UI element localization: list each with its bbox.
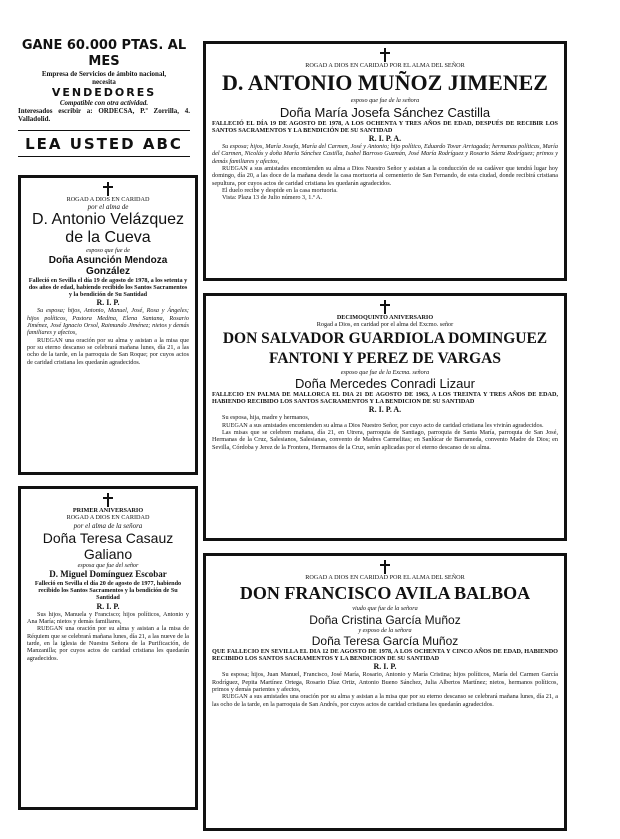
ruegan-text: RUEGAN a sus amistades una oración por su alma y asistan a la misa que por su eterno descanso se celebrará mañana lunes, día 21, a las ocho de la tarde, en la parroquia de San Andrés, por cuyos actos de caridad cristiana les quedarán agradecidos.	[212, 693, 558, 708]
death-details: Falleció en Sevilla el día 19 de agosto de 1978, a los setenta y dos años de edad, habiendo recibido los Santos Sacramentos y la bendición de Su Santidad	[28, 276, 188, 299]
rip-label: R. I. P.	[373, 662, 397, 672]
job-advertisement	[18, 38, 190, 123]
anniversary-label: DECIMOQUINTO ANIVERSARIO	[336, 314, 434, 321]
rogad-text: Rogad a Dios, en caridad por el alma del Excmo. señor	[316, 321, 454, 329]
ruegan-text: RUEGAN una oración por su alma y asistan a la misa de Réquiem que se celebrará mañana lunes, día 21, a las nueve de la tarde, en la iglesia de Nuestra Señora de la Purificación, de Manzanilla; por cuyos actos de caridad cristiana les quedarán agradecidos.	[27, 625, 189, 662]
death-details: FALLECIÓ EL DÍA 19 DE AGOSTO DE 1978, A LOS OCHENTA Y TRES AÑOS DE EDAD, DESPUÉS DE RECIBIR LOS SANTOS SACRAMENTOS Y LA BENDICIÓN DE SU SANTIDAD	[212, 119, 558, 134]
cross-icon	[378, 48, 392, 62]
address-text: Vista: Plaza 13 de Julio número 3, 1.º A.	[222, 194, 323, 202]
viudo-text: viudo que fue de la señora	[352, 605, 418, 613]
ad-headline: GANE 60.000 PTAS. AL MES	[21, 38, 187, 69]
deceased-name-line1: DON SALVADOR GUARDIOLA DOMINGUEZ	[222, 329, 548, 347]
death-details: Falleció en Sevilla el día 20 de agosto de 1977, habiendo recibido los Santos Sacramentos y la bendición de Su Santidad	[34, 579, 182, 602]
rogad-text: ROGAD A DIOS EN CARIDAD POR EL ALMA DEL SEÑOR	[305, 62, 465, 69]
por-text: por el alma de la señora	[73, 521, 143, 530]
family-list: Su esposa; hijos, María Josefa, María del Carmen, José y Antonio; hijo político, Eduardo Tovar Arriagada; hermanas políticas, María del Carmen, Nicolás y doña María Sánchez Castilla, Isabel Barroso Guzmán, José María Rodríguez y Rosario Sáenz Rodríguez; primos y demás familiares y afectos,	[212, 143, 558, 165]
obituary-munoz	[203, 41, 567, 281]
cross-icon	[101, 493, 115, 507]
esposo-text: esposo que fue de la señora	[350, 97, 420, 105]
obituary-avila	[203, 553, 567, 831]
rip-label: R. I. P.	[96, 298, 120, 308]
divider	[18, 130, 190, 131]
ruegan-text: RUEGAN a sus amistades encomienden su alma a Dios Nuestro Señor, por cuyo acto de caridad cristiana les vivirán agradecidos.	[222, 421, 544, 429]
obituary-casauz	[18, 486, 198, 810]
deceased-name: DON FRANCISCO AVILA BALBOA	[239, 583, 531, 604]
spouse-name: D. Miguel Domínguez Escobar	[49, 568, 167, 579]
spouse-name: Doña Mercedes Conradi Lizaur	[295, 375, 475, 391]
esposo-text: y esposo de la señora	[358, 626, 412, 634]
deceased-name: Doña Teresa Casauz Galiano	[42, 529, 174, 562]
family-list: Su esposa, hija, madre y hermanos,	[222, 414, 310, 422]
obituary-guardiola	[203, 293, 567, 541]
por-text: por el alma de	[87, 203, 129, 212]
death-details: QUE FALLECIO EN SEVILLA EL DIA 12 DE AGOSTO DE 1978, A LOS OCHENTA Y CINCO AÑOS DE EDAD, HABIENDO RECIBIDO LOS SANTOS SACRAMENTOS Y LA BENDICION DE SU SANTIDAD	[212, 647, 558, 663]
rip-label: R. I. P. A.	[368, 134, 402, 144]
deceased-name-line2: FANTONI Y PEREZ DE VARGAS	[269, 349, 501, 367]
deceased-name: D. ANTONIO MUÑOZ JIMENEZ	[222, 70, 548, 96]
spouse-name: Doña María Josefa Sánchez Castilla	[279, 104, 491, 120]
family-list: Su esposa; hijos, Antonio, Manuel, José, Rosa y Ángeles; hijos políticos, Pastora Medina, Elena Santana, Rosario Jiménez, José Ignacio Orsol, Raimundo Jiménez; nietos y demás familiares y afectos,	[27, 307, 189, 337]
divider	[18, 156, 190, 157]
ad-line2: necesita	[92, 78, 116, 86]
anniversary-label: PRIMER ANIVERSARIO	[72, 507, 144, 514]
rogad-text: ROGAD A DIOS EN CARIDAD POR EL ALMA DEL SEÑOR	[305, 574, 465, 581]
death-details: FALLECIO EN PALMA DE MALLORCA EL DIA 21 DE AGOSTO DE 1963, A LOS TREINTA Y TRES AÑOS DE EDAD, HABIENDO RECIBIDO LOS SANTOS SACRAMENTOS Y LA BENDICION DE SU SANTIDAD	[212, 390, 558, 406]
banner-lea-usted-abc: LEA USTED ABC	[25, 135, 183, 153]
misas-text: Las misas que se celebren mañana, día 21, en Utrera, parroquia de Santiago, parroquia de Santa María, parroquia de San José, Hermanas de la Cruz, Salesianos, Salesianas, convento de Madres Carmelitas; en Sanlúcar de Barrameda, convento Madre de Dios; en Sevilla, Córdoba y Jerez de la Frontera, Hermanos de la Cruz, serán aplicadas por el eterno descanso de su alma.	[212, 429, 558, 451]
esposa-text: esposa que fue del señor	[77, 561, 139, 569]
ad-vendedores: VENDEDORES	[51, 86, 157, 99]
family-list: Sus hijos, Manuela y Francisco; hijos políticos, Antonio y Ana María; nietos y demás familiares,	[27, 610, 189, 626]
family-list: Su esposa; hijos, Juan Manuel, Francisco, José María, Rosario, Antonio y María Cristina; hijos políticos, María del Carmen García Rodríguez, Pepita Martínez Ortega, Rosario Díaz Ortiz, Antonio Bueno Sánchez, Julia Albertos Martínez; nietos, hermanos políticos, primos y demás parientes y afectos,	[212, 671, 558, 694]
ad-line1: Empresa de Servicios de ámbito nacional,	[41, 70, 167, 78]
first-wife-name: Doña Cristina García Muñoz	[309, 612, 461, 627]
deceased-name: D. Antonio Velázquez de la Cueva	[31, 211, 185, 247]
obituary-velazquez	[18, 175, 198, 475]
cross-icon	[378, 300, 392, 314]
cross-icon	[378, 560, 392, 574]
rip-label: R. I. P.	[96, 601, 120, 611]
ad-line4: Interesados escribir a: ORDECSA, P.º Zorrilla, 4. Valladolid.	[18, 107, 190, 123]
cross-icon	[101, 182, 115, 196]
rogad-text: ROGAD A DIOS EN CARIDAD	[66, 196, 150, 203]
rogad-text: ROGAD A DIOS EN CARIDAD	[66, 514, 150, 522]
esposo-text: esposo que fue de la Excma. señora	[340, 368, 430, 376]
rip-label: R. I. P. A.	[368, 405, 402, 415]
ruegan-text: RUEGAN a sus amistades encomienden su alma a Dios Nuestro Señor y asistan a la conducción de su cadáver que tendrá lugar hoy domingo, día 20, a las doce de la mañana desde la casa mortuoria al cementerio de San Fernando, de esta ciudad, donde recibirá cristiana sepultura, por cuyos actos de caridad cristiana les quedarán agradecidos.	[212, 165, 558, 187]
esposo-text: esposo que fue de	[86, 247, 130, 255]
duelo-text: El duelo recibe y despide en la casa mortuoria.	[222, 186, 338, 194]
ad-line3: Compatible con otra actividad.	[59, 99, 149, 107]
spouse-name: Doña Asunción Mendoza González	[48, 254, 168, 277]
second-wife-name: Doña Teresa García Muñoz	[311, 633, 459, 648]
ruegan-text: RUEGAN una oración por su alma y asistan a la misa que por su eterno descanso se celebrará mañana lunes, día 21, a las ocho de la tarde, en la parroquia de San Roque; por cuyos actos de caridad cristiana les quedarán agradecidos.	[27, 336, 189, 366]
